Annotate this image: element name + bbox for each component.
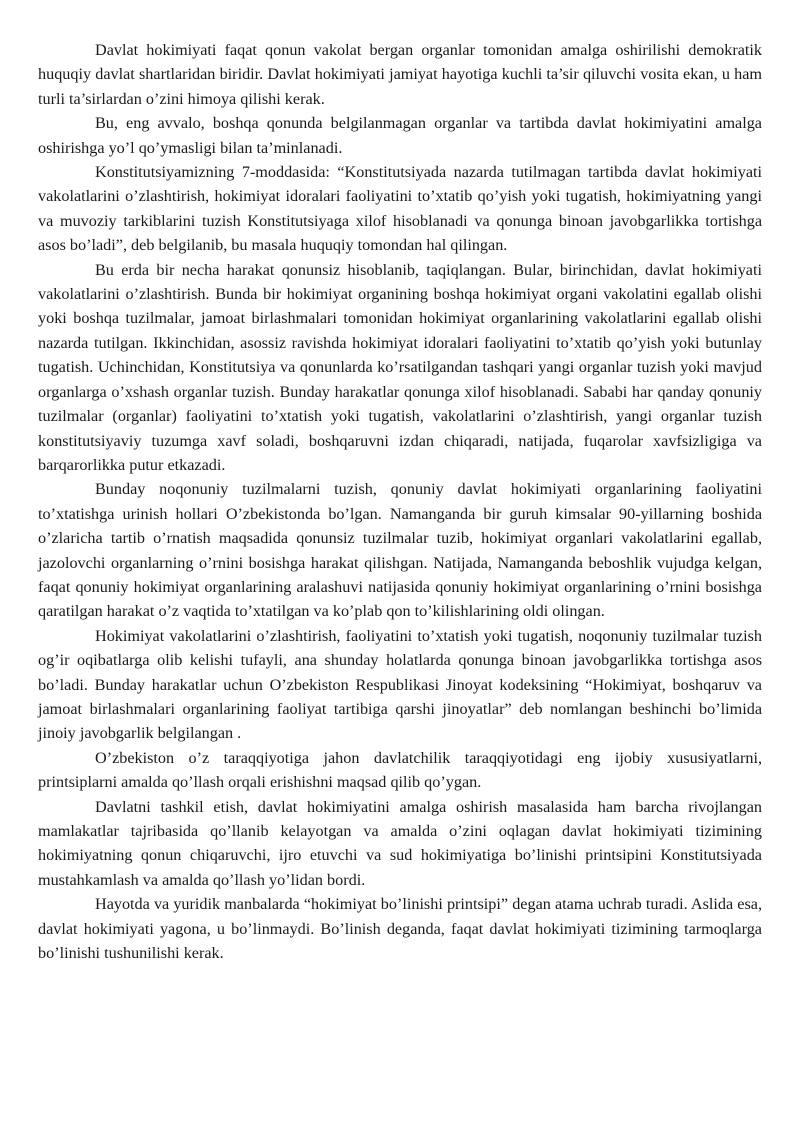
paragraph-9: Hayotda va yuridik manbalarda “hokimiyat bo’linishi printsipi” degan atama uchrab turadi. Aslida esa, davlat hokimiyati yagona, u bo’linmaydi. Bo’linish deganda, faqat davlat hokimiyati tizimining tarmoqlarga bo’linishi tushunilishi kerak. — [38, 895, 762, 963]
paragraph-3: Konstitutsiyamizning 7-moddasida: “Konstitutsiyada nazarda tutilmagan tartibda davlat hokimiyati vakolatlarini o’zlashtirish, hokimiyat idoralari faoliyatini to’xtatib qo’yish yoki tugatish, hokimiyatning yangi va muvoziy tarkiblarini tuzish Konstitutsiyaga xilof hisoblanadi va qonunga binoan javobgarlikka tortishga asos bo’ladi”, deb belgilanib, bu masala huquqiy tomondan hal qilingan. — [38, 163, 762, 255]
paragraph-1: Davlat hokimiyati faqat qonun vakolat bergan organlar tomonidan amalga oshirilishi demokratik huquqiy davlat shartlaridan biridir. Davlat hokimiyati jamiyat hayotiga kuchli ta’sir qiluvchi vosita ekan, u ham turli ta’sirlardan o’zini himoya qilishi kerak. — [38, 41, 762, 108]
paragraph-8: Davlatni tashkil etish, davlat hokimiyatini amalga oshirish masalasida ham barcha rivojlangan mamlakatlar tajribasida qo’llanib kelayotgan va amalda o’zini oqlagan davlat hokimiyati tizimining hokimiyatning qonun chiqaruvchi, ijro etuvchi va sud hokimiyatiga bo’linishi printsipini Konstitutsiyada mustahkamlash va amalda qo’llash yo’lidan bordi. — [38, 797, 762, 889]
paragraph-7: O’zbekiston o’z taraqqiyotiga jahon davlatchilik taraqqiyotidagi eng ijobiy xususiyatlarni, printsiplarni amalda qo’llash orqali erishishni maqsad qilib qo’ygan. — [38, 748, 762, 792]
paragraph-2: Bu, eng avvalo, boshqa qonunda belgilanmagan organlar va tartibda davlat hokimiyatini amalga oshirishga yo’l qo’ymasligi bilan ta’minlanadi. — [38, 114, 762, 157]
paragraph-6: Hokimiyat vakolatlarini o’zlashtirish, faoliyatini to’xtatish yoki tugatish, noqonuniy tuzilmalar tuzish og’ir oqibatlarga olib kelishi tufayli, ana shunday holatlarda qonunga binoan javobgarlikka tortishga asos bo’ladi. Bunday harakatlar uchun O’zbekiston Respublikasi Jinoyat kodeksining “Hokimiyat, boshqaruv va jamoat birlashmalari organlarining faoliyat tartibiga qarshi jinoyatlar” deb nomlangan beshinchi bo’limida jinoiy javobgarlik belgilangan . — [38, 626, 762, 743]
paragraph-5: Bunday noqonuniy tuzilmalarni tuzish, qonuniy davlat hokimiyati organlarining faoliyatini to’xtatishga urinish hollari O’zbekistonda bo’lgan. Namanganda bir guruh kimsalar 90-yillarning boshida o’zlaricha tartib o’rnatish maqsadida qonunsiz tuzilmalar tuzib, hokimiyat organlari vakolatlarini egallab, jazolovchi organlarning o’rnini bosishga harakat qilishgan. Natijada, Namanganda beboshlik vujudga kelgan, faqat qonuniy hokimiyat organlarining aralashuvi natijasida qonuniy hokimiyat organlarining o’rnini bosishga qaratilgan harakat o’z vaqtida to’xtatilgan va ko’plab qon to’kilishlarining oldi olingan. — [38, 480, 762, 621]
document-page — [38, 38, 762, 965]
paragraph-4: Bu erda bir necha harakat qonunsiz hisoblanib, taqiqlangan. Bular, birinchidan, davlat hokimiyati vakolatlarini o’zlashtirish. Bunda bir hokimiyat organining boshqa hokimiyat organi vakolatini egallab olishi yoki boshqa tuzilmalar, jamoat birlashmalari tomonidan hokimiyat organlarining vakolatlarini egallab olishi nazarda tutilgan. Ikkinchidan, asossiz ravishda hokimiyat idoralari faoliyatini to’xtatib qo’yish yoki butunlay tugatish. Uchinchidan, Konstitutsiya va qonunlarda ko’rsatilgandan tashqari yangi organlar tuzish yoki mavjud organlarga o’xshash organlar tuzish. Bunday harakatlar qonunga xilof hisoblanadi. Sababi har qanday qonuniy tuzilmalar (organlar) faoliyatini to’xtatish yoki tugatish, vakolatlarini o’zlashtirish, yangi organlar tuzish konstitutsiyaviy tuzumga xavf soladi, boshqaruvni izdan chiqaradi, natijada, fuqarolar xavfsizligiga va barqarorlikka putur etkazadi. — [38, 260, 762, 474]
